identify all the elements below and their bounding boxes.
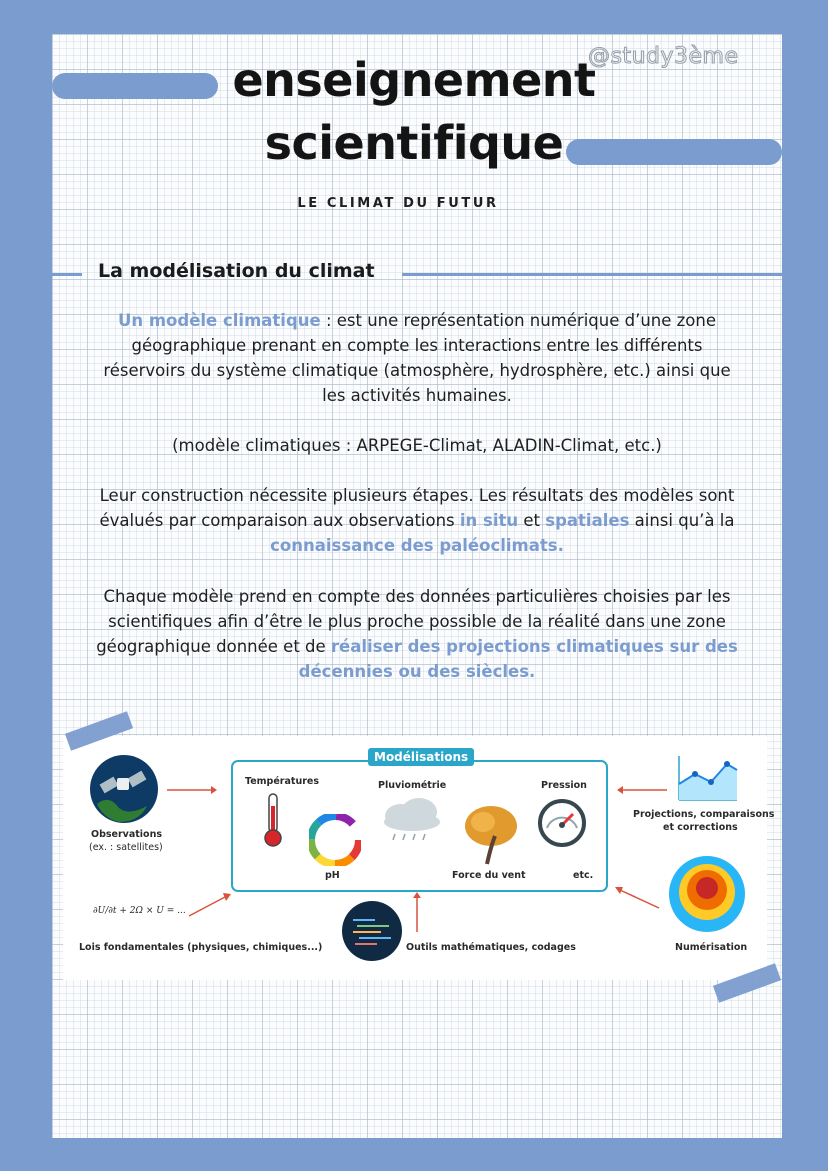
text-line: (modèle climatiques : ARPEGE-Climat, ALADIN-Climat, etc.) xyxy=(172,436,662,455)
modelisations-title: Modélisations xyxy=(368,748,474,766)
thermometer-icon xyxy=(261,792,285,848)
author-handle: @study3ème xyxy=(588,44,739,69)
subtitle: LE CLIMAT DU FUTUR xyxy=(297,196,499,211)
highlight-decennies: décennies ou des siècles. xyxy=(298,662,536,681)
label-projections-2: et corrections xyxy=(663,822,738,833)
label-temperatures: Températures xyxy=(245,776,319,787)
line-chart-icon xyxy=(675,754,739,804)
arrow-lois xyxy=(187,892,231,918)
arrow-observations xyxy=(167,784,217,796)
title-line-2: scientifique xyxy=(264,116,564,170)
section-line-left xyxy=(52,273,82,276)
text-line: Leur construction nécessite plusieurs étapes. Les résultats des modèles sont xyxy=(99,486,735,505)
paragraph-definition xyxy=(58,308,776,408)
wind-tree-icon xyxy=(461,804,519,866)
text-segment: géographique donnée et de xyxy=(96,637,331,656)
section-line-right xyxy=(402,273,782,276)
text-segment: ainsi qu’à la xyxy=(629,511,735,530)
label-pluviometrie: Pluviométrie xyxy=(378,780,447,791)
text-segment: évalués par comparaison aux observations xyxy=(99,511,460,530)
label-ph: pH xyxy=(325,870,340,881)
pressure-gauge-icon xyxy=(537,798,587,848)
ph-wheel-icon xyxy=(309,814,361,866)
paragraph-examples xyxy=(58,433,776,458)
label-observations: Observations xyxy=(91,829,163,840)
label-pression: Pression xyxy=(541,780,587,791)
code-screen-icon xyxy=(341,900,403,962)
text-line: géographique prenant en compte les interactions entre les différents xyxy=(131,336,703,355)
highlight-modele-climatique: Un modèle climatique xyxy=(117,311,321,330)
modelisation-diagram xyxy=(63,736,775,980)
numerical-globe-icon xyxy=(667,854,747,934)
title-line-1: enseignement xyxy=(232,53,596,107)
highlight-spatiales: spatiales xyxy=(545,511,630,530)
paragraph-construction xyxy=(58,483,776,558)
text-line: réservoirs du système climatique (atmosphère, hydrosphère, etc.) ainsi que xyxy=(103,361,731,380)
arrow-numerisation xyxy=(613,886,661,910)
text-line: les activités humaines. xyxy=(322,386,512,405)
label-projections-1: Projections, comparaisons xyxy=(633,809,775,820)
text-line: : est une représentation numérique d’une zone xyxy=(320,311,717,330)
label-observations-sub: (ex. : satellites) xyxy=(89,842,163,853)
label-lois-fondamentales: Lois fondamentales (physiques, chimiques...) xyxy=(79,942,323,953)
text-line: scientifiques afin d’être le plus proche possible de la réalité dans une zone xyxy=(108,612,726,631)
label-numerisation: Numérisation xyxy=(675,942,748,953)
text-segment: et xyxy=(518,511,546,530)
rain-cloud-icon xyxy=(379,796,445,844)
highlight-projections: réaliser des projections climatiques sur des xyxy=(330,637,738,656)
label-etc: etc. xyxy=(573,870,594,881)
arrow-projections xyxy=(617,784,667,796)
satellite-globe-icon xyxy=(89,754,159,824)
label-outils: Outils mathématiques, codages xyxy=(406,942,576,953)
section-title: La modélisation du climat xyxy=(98,260,375,282)
paragraph-projections xyxy=(58,584,776,684)
text-line: Chaque modèle prend en compte des données particulières choisies par les xyxy=(103,587,731,606)
highlight-in-situ: in situ xyxy=(459,511,519,530)
label-force-du-vent: Force du vent xyxy=(452,870,526,881)
arrow-outils xyxy=(411,892,423,932)
highlight-paleoclimats: connaissance des paléoclimats. xyxy=(270,536,564,555)
equation: ∂U/∂t + 2Ω × U = ... xyxy=(93,906,186,916)
